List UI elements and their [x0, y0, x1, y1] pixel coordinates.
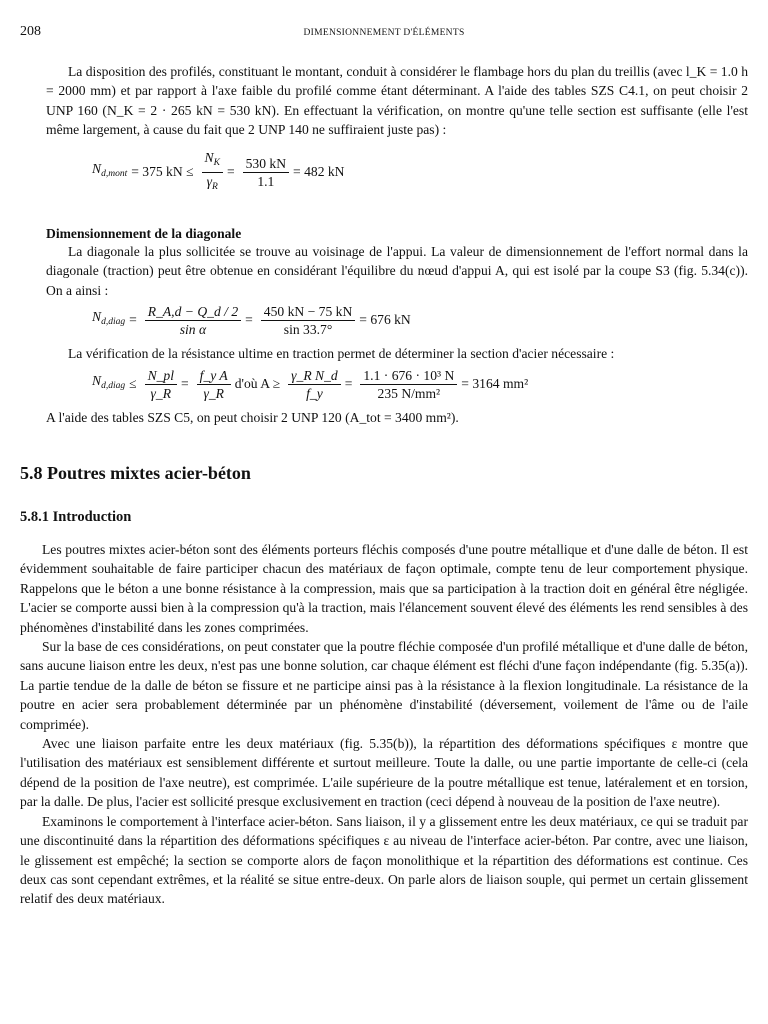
page-number: 208 — [20, 24, 41, 39]
eq-result: = 482 kN — [293, 164, 345, 180]
paragraph-verification — [46, 344, 748, 363]
paragraph-diagonale — [46, 242, 748, 300]
intro-paragraph: Sur la base de ces considérations, on peut constater que la poutre fléchie composée d'un profilé métallique et d'une dalle de béton, sans aucune liaison entre les deux, n'est pas une bonne solution, car chaque élément est fléchi d'une façon indépendante (fig. 5.35(a)). La partie tendue de la dalle de béton se fissure et ne participe ainsi pas à la résistance à la flexion longitudinale. La résistance de la poutre en acier sera probablement déterminée par un phénomène d'instabilité (déversement, voilement de l'âme ou de l'aile comprimée). — [20, 639, 748, 732]
paragraph-text: A l'aide des tables SZS C5, on peut choisir 2 UNP 120 (A_tot = 3400 mm²). — [46, 410, 459, 425]
page-header — [20, 22, 748, 42]
eq-equals: = — [181, 376, 189, 392]
intro-text — [20, 540, 748, 909]
eq-lhs: $N_{d,mont}$ — [92, 161, 128, 180]
eq-le: ≤ — [129, 376, 137, 392]
paragraph-text: La disposition des profilés, constituant le montant, conduit à considérer le flambage hors du plan du treillis (avec l_K = 1.0 h = 2000 mm) et par rapport à l'axe faible du profilé comme étant déterminant. A l'aide des tables SZS C4.1, on peut choisir 2 UNP 160 (N_K = 2 · 265 kN = 530 kN). En effectuant la vérification, on montre qu'une telle section est suffisante (elle l'est même largement, à cause du fait que 2 UNP 140 ne suffiraient juste pas) : — [46, 64, 748, 138]
paragraph-text: La diagonale la plus sollicitée se trouve au voisinage de l'appui. La valeur de dimensionnement de l'effort normal dans la diagonale (traction) peut être obtenue en considérant l'équilibre du nœud d'appui A, qui est isolé par la coupe S3 (fig. 5.34(c)). On a ainsi : — [46, 244, 748, 298]
eq-equals: = — [226, 164, 235, 180]
fraction-values: $\frac{\text{1.1 · 676 · 10³ N}}{\text{235 N/mm²}}$ — [360, 367, 457, 402]
eq-result: = 3164 mm² — [461, 376, 529, 392]
fraction-fya: $\frac{\text{f\_y A}}{\gamma\_R}$ — [197, 367, 231, 402]
fraction-values: $\frac{450 kN - 75 kN}{\sin 33.7^\circ}$ — [261, 303, 355, 338]
fraction-gr-nd: $\frac{\text{γ\_R N\_d}}{f\_y}$ — [288, 367, 341, 402]
eq-equals: = — [245, 312, 253, 328]
eq-result: = 676 kN — [359, 312, 411, 328]
intro-paragraph: Examinons le comportement à l'interface acier-béton. Sans liaison, il y a glissement entre les deux matériaux, ce qui se traduit par une discontinuité dans la répartition des déformations spécifiques ε au niveau de l'interface acier-béton. Par contre, avec une liaison, le glissement est empêché; la section se comporte alors de façon monolithique et la répartition des déformations est continue. Ces deux cas sont cependant extrêmes, et la réalité se situe entre-deux. On parle alors de liaison souple, qui permet un certain glissement relatif des deux matériaux. — [20, 813, 748, 907]
equation-diagonale — [92, 300, 415, 340]
paragraph-text: La vérification de la résistance ultime en traction permet de déterminer la section d'acier nécessaire : — [68, 346, 615, 361]
running-title: DIMENSIONNEMENT D'ÉLÉMENTS — [303, 28, 465, 38]
paragraph-montant — [46, 62, 748, 140]
eq-value: = 375 kN ≤ — [131, 164, 194, 180]
fraction-npl: $\frac{N\_pl}{\gamma\_R}$ — [145, 367, 177, 402]
paragraph-choix — [46, 408, 748, 427]
subsection-title: 5.8.1 Introduction — [20, 509, 132, 525]
eq-equals: = — [129, 312, 137, 328]
diagonal-heading: Dimensionnement de la diagonale — [46, 226, 242, 241]
eq-lhs: $N_{d,diag}$ — [92, 373, 126, 392]
equation-montant — [92, 149, 349, 192]
eq-dou: d'où A ≥ — [234, 376, 281, 392]
intro-paragraph: Avec une liaison parfaite entre les deux matériaux (fig. 5.35(b)), la répartition des déformations spécifiques ε montre que l'utilisation des matériaux est sensiblement différente et surtout meilleure. Toute la dalle, ou une partie importante de celle-ci (cela dépend de la position de l'axe neutre), est comprimée. L'aile supérieure de la poutre métallique est tenue, latéralement et en torsion, par la dalle. De plus, l'acier est sollicité presque exclusivement en traction (ceci dépend à nouveau de la position de l'axe neutre). — [20, 736, 748, 810]
section-title: 5.8 Poutres mixtes acier-béton — [20, 463, 251, 483]
fraction-values: $\frac{530 kN}{1.1}$ — [243, 155, 289, 190]
eq-equals: = — [344, 376, 353, 392]
fraction-ra-qd: $\frac{R\_A,d - Q\_d / 2}{\text{sin α}}$ — [145, 303, 241, 338]
equation-section — [92, 364, 532, 404]
eq-lhs: $N_{d,diag}$ — [92, 309, 126, 328]
fraction-nk-gr: $\frac{N_K}{\gamma_R}$ — [202, 149, 223, 196]
intro-paragraph: Les poutres mixtes acier-béton sont des éléments porteurs fléchis composés d'une poutre métallique et d'une dalle de béton. Il est évidemment souhaitable de faire participer chacun des matériaux de façon optimale, compte tenu de leur comportement physique. Rappelons que le béton a une bonne résistance à la compression, mais que sa participation à la traction doit en général être négligée. L'acier se comporte aussi bien à la compression qu'à la traction, mais l'élancement souvent élevé des éléments les rend sensibles à des phénomènes d'instabilité dans les zones comprimées. — [20, 542, 748, 635]
